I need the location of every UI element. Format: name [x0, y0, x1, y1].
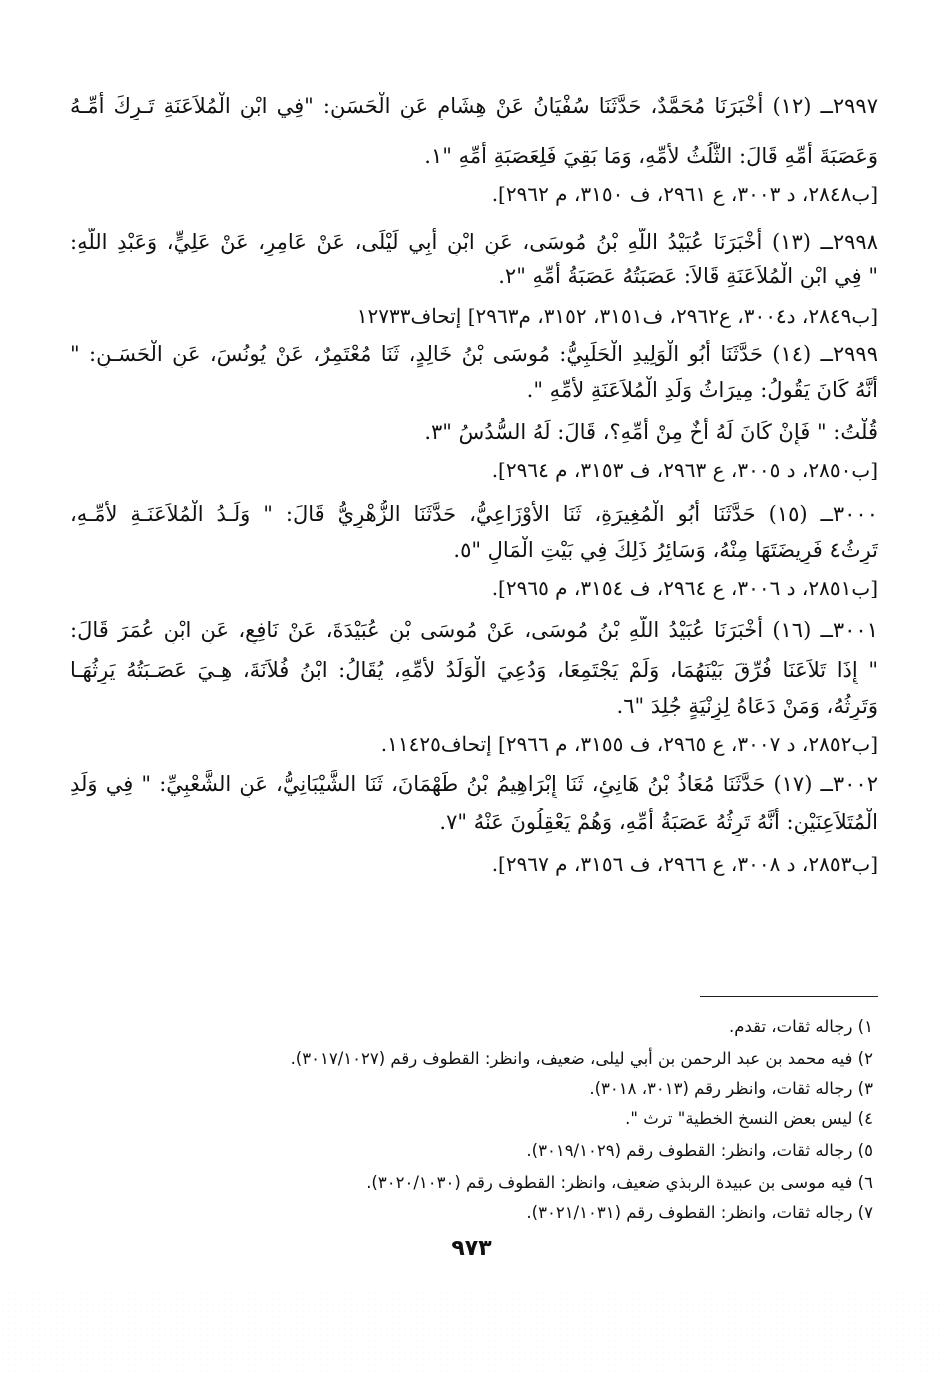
reference-line-2999: [ب٢٨٥٠، د ٣٠٠٥، ع ٢٩٦٣، ف ٣١٥٣، م ٢٩٦٤].: [491, 458, 878, 482]
footnote-6: ٦) فيه موسى بن عبيدة الربذي ضعيف، وانظر: القطوف رقم (٣٠٢٠/١٠٣٠).: [366, 1173, 873, 1192]
text-line-hadith-2999-c: قُلْتُ: " فَإِنْ كَانَ لَهُ أَخٌ مِنْ أُمِّهِ؟، قَالَ: لَهُ السُّدُسُ "٣.: [424, 420, 878, 444]
text-line-hadith-3001-a: ٣٠٠١ــ (١٦) أَخْبَرَنَا عُبَيْدُ اللَّهِ بْنُ مُوسَى، عَنْ مُوسَى بْنِ عُبَيْدَةَ، عَنْ نَافِعٍ، عَنِ ابْنِ عُمَرَ قَالَ:: [70, 618, 878, 642]
footnote-5: ٥) رجاله ثقات، وانظر: القطوف رقم (٣٠١٩/١٠٢٩).: [526, 1141, 873, 1160]
hadith-text-body: [70, 0, 878, 900]
text-line-hadith-2998-b: " فِي ابْنِ الْمُلاَعَنَةِ قَالاَ: عَصَبَتُهُ عَصَبَةُ أُمِّهِ "٢.: [498, 264, 878, 288]
scan-noise: [0, 1290, 943, 1373]
text-line-hadith-3000-b: تَرِثُ٤ فَرِيضَتَهَا مِنْهُ، وَسَائِرُ ذَلِكَ فِي بَيْتِ الْمَالِ "٥.: [453, 538, 878, 562]
text-line-hadith-3002-a: ٣٠٠٢ــ (١٧) حَدَّثَنَا مُعَاذُ بْنُ هَانِئٍ، ثَنَا إِبْرَاهِيمُ بْنُ طَهْمَانَ، ثَنَا الشَّيْبَانِيُّ، عَنِ الشَّعْبِيِّ: " فِي وَلَدِ: [70, 772, 878, 796]
text-line-hadith-3002-b: الْمُتَلاَعِنَيْنِ: أَنَّهُ تَرِثُهُ عَصَبَةُ أُمِّهِ، وَهُمْ يَعْقِلُونَ عَنْهُ "٧.: [439, 810, 878, 834]
page-number: ٩٧٣: [451, 1236, 492, 1261]
footnote-7: ٧) رجاله ثقات، وانظر: القطوف رقم (٣٠٢١/١٠٣١).: [526, 1203, 873, 1222]
footnote-2: ٢) فيه محمد بن عبد الرحمن بن أبي ليلى، ضعيف، وانظر: القطوف رقم (٣٠١٧/١٠٢٧).: [290, 1049, 873, 1068]
footnote-4: ٤) ليس بعض النسخ الخطية" ترث ".: [625, 1109, 873, 1128]
reference-line-2997: [ب٢٨٤٨، د ٣٠٠٣، ع ٢٩٦١، ف ٣١٥٠، م ٢٩٦٢].: [491, 182, 878, 206]
text-line-hadith-3001-c: وَتَرِثُهُ، وَمَنْ دَعَاهُ لِزِنْيَةٍ جُلِدَ "٦.: [616, 694, 878, 718]
text-line-hadith-3001-b: " إِذَا تَلاَعَنَا فُرِّقَ بَيْنَهُمَا، وَلَمْ يَجْتَمِعَا، وَدُعِيَ الْوَلَدُ لأُمِّهِ، يُقَالُ: ابْنُ فُلاَنَةَ، هِـيَ عَصَـبَتُهُ يَرِثُهَـا: [70, 658, 878, 682]
text-line-hadith-2998-a: ٢٩٩٨ــ (١٣) أَخْبَرَنَا عُبَيْدُ اللَّهِ بْنُ مُوسَى، عَنِ ابْنِ أَبِي لَيْلَى، عَنْ عَامِرٍ، عَنْ عَلِيٍّ، وَعَبْدِ اللَّهِ:: [70, 230, 878, 254]
text-line-hadith-2999-b: أَنَّهُ كَانَ يَقُولُ: مِيرَاثُ وَلَدِ الْمُلاَعَنَةِ لأُمِّهِ ".: [526, 378, 878, 402]
text-line-hadith-2997-a: ٢٩٩٧ــ (١٢) أَخْبَرَنَا مُحَمَّدٌ، حَدَّثَنَا سُفْيَانُ عَنْ هِشَامٍ عَنِ الْحَسَنِ: "فِي ابْنِ الْمُلاَعَنَةِ تَـرِكَ أُمِّـهُ: [70, 94, 878, 118]
reference-line-2998: [ب٢٨٤٩، د٣٠٠٤، ع٢٩٦٢، ف٣١٥١، ٣١٥٢، م٢٩٦٣] إتحاف١٢٧٣٣: [356, 304, 878, 328]
footnote-divider: [700, 996, 878, 997]
text-line-hadith-2999-a: ٢٩٩٩ــ (١٤) حَدَّثَنَا أَبُو الْوَلِيدِ الْحَلَبِيُّ: مُوسَى بْنُ خَالِدٍ، ثَنَا مُعْتَمِرٌ، عَنْ يُونُسَ، عَنِ الْحَسَـنِ: ": [70, 342, 878, 366]
text-line-hadith-3000-a: ٣٠٠٠ــ (١٥) حَدَّثَنَا أَبُو الْمُغِيرَةِ، ثَنَا الأَوْزَاعِيُّ، حَدَّثَنَا الزُّهْرِيُّ قَالَ: " وَلَـدُ الْمُلاَعَنَـةِ لأُمِّـهِ،: [70, 502, 878, 526]
reference-line-3000: [ب٢٨٥١، د ٣٠٠٦، ع ٢٩٦٤، ف ٣١٥٤، م ٢٩٦٥].: [491, 576, 878, 600]
reference-line-3002: [ب٢٨٥٣، د ٣٠٠٨، ع ٢٩٦٦، ف ٣١٥٦، م ٢٩٦٧].: [491, 852, 878, 876]
reference-line-3001: [ب٢٨٥٢، د ٣٠٠٧، ع ٢٩٦٥، ف ٣١٥٥، م ٢٩٦٦] إتحاف١١٤٢٥.: [380, 732, 878, 756]
footnote-1: ١) رجاله ثقات، تقدم.: [728, 1017, 873, 1036]
footnote-3: ٣) رجاله ثقات، وانظر رقم (٣٠١٣، ٣٠١٨).: [589, 1079, 873, 1098]
text-line-hadith-2997-b: وَعَصَبَةَ أُمِّهِ قَالَ: الثُّلُثُ لأُمِّهِ، وَمَا بَقِيَ فَلِعَصَبَةِ أُمِّهِ "١.: [424, 144, 878, 168]
